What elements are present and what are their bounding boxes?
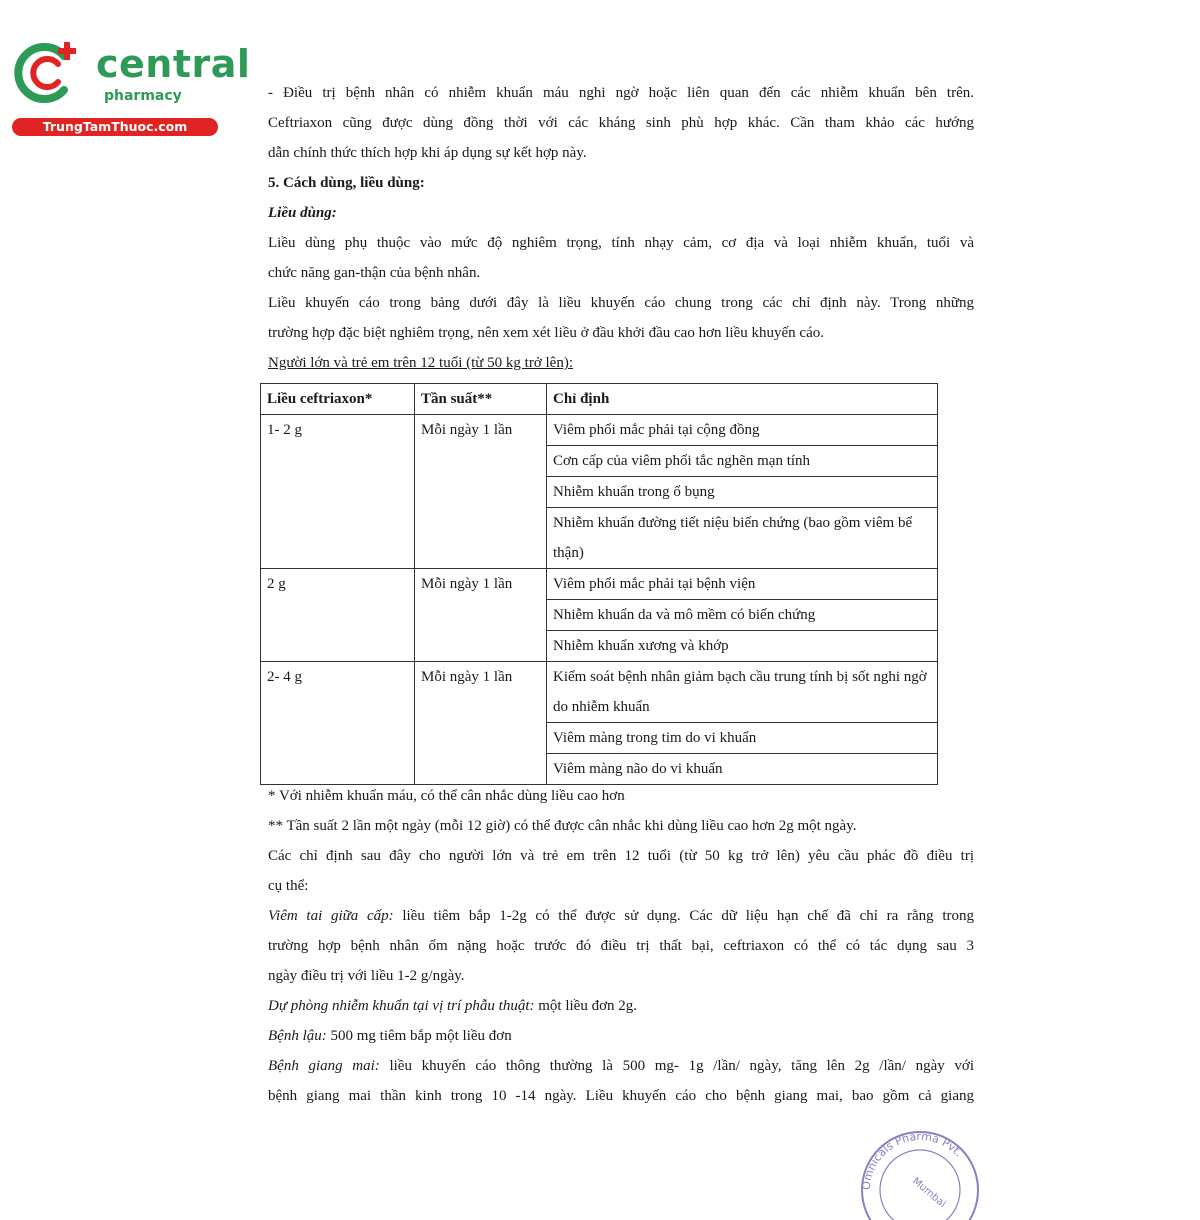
table-row bbox=[261, 415, 938, 446]
svg-text:Mumbai: Mumbai bbox=[910, 1175, 948, 1210]
para1-line-1: Liều dùng phụ thuộc vào mức độ nghiêm trọng, tính nhạy cảm, cơ địa và loại nhiễm khuẩn, tuổi và bbox=[268, 235, 974, 251]
intro-line-1: - Điều trị bệnh nhân có nhiễm khuẩn máu nghi ngờ hoặc liên quan đến các nhiễm khuẩn bên trên. bbox=[268, 85, 974, 101]
prophylaxis-line bbox=[268, 991, 974, 1021]
frequency-cell: Mỗi ngày 1 lần bbox=[415, 415, 547, 569]
indication-cell: Viêm màng trong tim do vi khuẩn bbox=[547, 723, 938, 754]
indication-cell: Viêm phổi mắc phải tại bệnh viện bbox=[547, 569, 938, 600]
dosage-heading: Liều dùng: bbox=[268, 205, 337, 221]
syphilis-line-2: bệnh giang mai thần kinh trong 10 -14 ngày. Liều khuyến cáo cho bệnh giang mai, bao gồm cả giang bbox=[268, 1088, 974, 1104]
para3-line-1: Các chỉ định sau đây cho người lớn và trẻ em trên 12 tuổi (từ 50 kg trở lên) yêu cầu phác đồ điều trị bbox=[268, 848, 974, 864]
document-body bbox=[268, 78, 974, 378]
table-row bbox=[261, 569, 938, 600]
pharmacy-logo bbox=[10, 36, 251, 136]
gonorrhea-line bbox=[268, 1021, 974, 1051]
indication-cell: Cơn cấp của viêm phổi tắc nghẽn mạn tính bbox=[547, 446, 938, 477]
intro-line-2: Ceftriaxon cũng được dùng đồng thời với các kháng sinh phù hợp khác. Cần tham khảo các hướng bbox=[268, 115, 974, 131]
table-caption: Người lớn và trẻ em trên 12 tuổi (từ 50 kg trở lên): bbox=[268, 355, 573, 371]
prophylaxis-text: một liều đơn 2g. bbox=[534, 998, 638, 1014]
otitis-line-1 bbox=[268, 901, 974, 931]
indication-cell: Nhiễm khuẩn trong ổ bụng bbox=[547, 477, 938, 508]
otitis-text: liều tiêm bắp 1-2g có thể được sử dụng. Các dữ liệu hạn chế đã chỉ ra rằng trong bbox=[393, 908, 974, 924]
para3-line-2: cụ thể: bbox=[268, 878, 309, 894]
document-continuation bbox=[268, 781, 974, 1111]
indication-cell: Nhiễm khuẩn đường tiết niệu biến chứng (bao gồm viêm bể thận) bbox=[547, 508, 938, 569]
para1-line-2: chức năng gan-thận của bệnh nhân. bbox=[268, 265, 481, 281]
dose-cell: 2 g bbox=[261, 569, 415, 662]
frequency-cell: Mỗi ngày 1 lần bbox=[415, 662, 547, 785]
indication-cell: Kiểm soát bệnh nhân giảm bạch cầu trung tính bị sốt nghi ngờ do nhiễm khuẩn bbox=[547, 662, 938, 723]
dosage-table bbox=[260, 383, 938, 785]
logo-subtitle: pharmacy bbox=[104, 88, 182, 104]
otitis-line-3: ngày điều trị với liều 1-2 g/ngày. bbox=[268, 968, 465, 984]
syphilis-line-1 bbox=[268, 1051, 974, 1081]
svg-text:Omnicals Pharma Pvt.: Omnicals Pharma Pvt. bbox=[859, 1129, 966, 1191]
note-2: ** Tần suất 2 lần một ngày (mỗi 12 giờ) có thể được cân nhắc khi dùng liều cao hơn 2g một ngày. bbox=[268, 818, 857, 834]
indication-cell: Viêm phổi mắc phải tại cộng đồng bbox=[547, 415, 938, 446]
header-indication: Chỉ định bbox=[547, 384, 938, 415]
otitis-line-2: trường hợp bệnh nhân ốm nặng hoặc trước đó điều trị thất bại, ceftriaxon có thể có tác dụng sau 3 bbox=[268, 938, 974, 954]
table-header-row bbox=[261, 384, 938, 415]
header-frequency: Tần suất** bbox=[415, 384, 547, 415]
indication-cell: Viêm màng não do vi khuẩn bbox=[547, 754, 938, 785]
company-stamp bbox=[850, 1120, 980, 1220]
dose-cell: 2- 4 g bbox=[261, 662, 415, 785]
header-dose: Liều ceftriaxon* bbox=[261, 384, 415, 415]
syphilis-text: liều khuyến cáo thông thường là 500 mg- 1g /lần/ ngày, tăng lên 2g /lần/ ngày với bbox=[379, 1058, 975, 1074]
table-row bbox=[261, 662, 938, 723]
frequency-cell: Mỗi ngày 1 lần bbox=[415, 569, 547, 662]
gonorrhea-text: 500 mg tiêm bắp một liều đơn bbox=[326, 1028, 512, 1044]
indication-cell: Nhiễm khuẩn da và mô mềm có biến chứng bbox=[547, 600, 938, 631]
gonorrhea-label: Bệnh lậu: bbox=[268, 1028, 327, 1044]
syphilis-label: Bệnh giang mai: bbox=[268, 1058, 380, 1074]
dose-cell: 1- 2 g bbox=[261, 415, 415, 569]
otitis-label: Viêm tai giữa cấp: bbox=[268, 908, 394, 924]
note-1: * Với nhiễm khuẩn máu, có thể cân nhắc dùng liều cao hơn bbox=[268, 788, 625, 804]
para2-line-1: Liều khuyến cáo trong bảng dưới đây là liều khuyến cáo chung trong các chỉ định này. Trong những bbox=[268, 295, 974, 311]
prophylaxis-label: Dự phòng nhiễm khuẩn tại vị trí phẫu thuật: bbox=[268, 998, 535, 1014]
pharmacy-cross-logo-icon bbox=[12, 38, 82, 108]
para2-line-2: trường hợp đặc biệt nghiêm trọng, nên xem xét liều ở đầu khởi đầu cao hơn liều khuyến cáo. bbox=[268, 325, 824, 341]
intro-line-3: dẫn chính thức thích hợp khi áp dụng sự kết hợp này. bbox=[268, 145, 587, 161]
logo-website: TrungTamThuoc.com bbox=[12, 118, 218, 136]
logo-wordmark: central bbox=[96, 42, 251, 86]
indication-cell: Nhiễm khuẩn xương và khớp bbox=[547, 631, 938, 662]
section-heading: 5. Cách dùng, liều dùng: bbox=[268, 175, 425, 191]
